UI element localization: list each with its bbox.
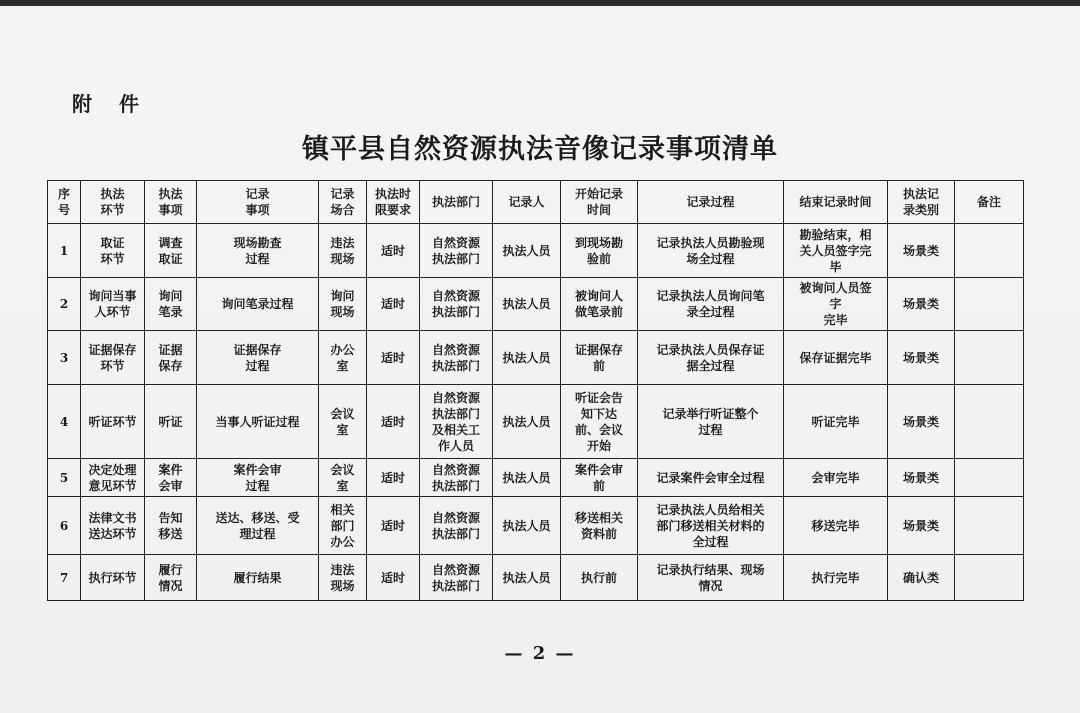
cell-recorder: 执法人员: [493, 224, 561, 278]
cell-recorder: 执法人员: [493, 555, 561, 601]
cell-no: 6: [48, 497, 81, 555]
cell-record-item: 案件会审 过程: [197, 459, 319, 497]
cell-recorder: 执法人员: [493, 278, 561, 331]
cell-dept: 自然资源 执法部门: [420, 459, 493, 497]
table-row: [48, 224, 1024, 278]
cell-start: 案件会审 前: [561, 459, 638, 497]
header-record-item: 记录 事项: [197, 181, 319, 224]
cell-category: 场景类: [888, 385, 955, 459]
header-time-limit: 执法时 限要求: [367, 181, 420, 224]
cell-place: 相关 部门 办公: [319, 497, 367, 555]
cell-item: 证据 保存: [145, 331, 197, 385]
cell-time-limit: 适时: [367, 224, 420, 278]
records-table: [47, 180, 1024, 601]
header-end: 结束记录时间: [784, 181, 888, 224]
cell-no: 1: [48, 224, 81, 278]
cell-note: [955, 278, 1024, 331]
cell-recorder: 执法人员: [493, 385, 561, 459]
cell-note: [955, 497, 1024, 555]
header-place: 记录 场合: [319, 181, 367, 224]
cell-no: 2: [48, 278, 81, 331]
cell-process: 记录执法人员勘验现 场全过程: [638, 224, 784, 278]
cell-record-item: 证据保存 过程: [197, 331, 319, 385]
cell-start: 到现场勘 验前: [561, 224, 638, 278]
table-row: [48, 497, 1024, 555]
cell-time-limit: 适时: [367, 385, 420, 459]
header-start: 开始记录 时间: [561, 181, 638, 224]
cell-time-limit: 适时: [367, 497, 420, 555]
annex-label: 附 件: [72, 92, 149, 116]
cell-end: 执行完毕: [784, 555, 888, 601]
table-row: [48, 331, 1024, 385]
cell-end: 勘验结束，相 关人员签字完 毕: [784, 224, 888, 278]
document-title: 镇平县自然资源执法音像记录事项清单: [302, 134, 778, 165]
cell-place: 会议 室: [319, 385, 367, 459]
cell-note: [955, 331, 1024, 385]
cell-item: 听证: [145, 385, 197, 459]
header-recorder: 记录人: [493, 181, 561, 224]
header-category: 执法记 录类别: [888, 181, 955, 224]
cell-recorder: 执法人员: [493, 459, 561, 497]
cell-process: 记录案件会审全过程: [638, 459, 784, 497]
cell-process: 记录执法人员保存证 据全过程: [638, 331, 784, 385]
header-dept: 执法部门: [420, 181, 493, 224]
cell-stage: 证据保存 环节: [81, 331, 145, 385]
cell-end: 移送完毕: [784, 497, 888, 555]
cell-time-limit: 适时: [367, 278, 420, 331]
cell-category: 场景类: [888, 331, 955, 385]
cell-dept: 自然资源 执法部门: [420, 555, 493, 601]
cell-record-item: 当事人听证过程: [197, 385, 319, 459]
cell-no: 5: [48, 459, 81, 497]
cell-end: 听证完毕: [784, 385, 888, 459]
cell-start: 证据保存 前: [561, 331, 638, 385]
cell-note: [955, 555, 1024, 601]
cell-stage: 法律文书 送达环节: [81, 497, 145, 555]
table-row: [48, 555, 1024, 601]
cell-record-item: 询问笔录过程: [197, 278, 319, 331]
table-row: [48, 385, 1024, 459]
table-row: [48, 278, 1024, 331]
cell-record-item: 履行结果: [197, 555, 319, 601]
header-note: 备注: [955, 181, 1024, 224]
cell-process: 记录举行听证整个 过程: [638, 385, 784, 459]
cell-start: 听证会告 知下达 前、会议 开始: [561, 385, 638, 459]
cell-category: 场景类: [888, 278, 955, 331]
cell-dept: 自然资源 执法部门: [420, 224, 493, 278]
cell-time-limit: 适时: [367, 331, 420, 385]
cell-category: 场景类: [888, 459, 955, 497]
cell-record-item: 现场勘查 过程: [197, 224, 319, 278]
cell-time-limit: 适时: [367, 459, 420, 497]
cell-dept: 自然资源 执法部门: [420, 331, 493, 385]
cell-process: 记录执法人员给相关 部门移送相关材料的 全过程: [638, 497, 784, 555]
cell-end: 保存证据完毕: [784, 331, 888, 385]
cell-dept: 自然资源 执法部门: [420, 497, 493, 555]
page-number: — 2 —: [504, 643, 576, 664]
cell-stage: 执行环节: [81, 555, 145, 601]
header-process: 记录过程: [638, 181, 784, 224]
cell-category: 场景类: [888, 224, 955, 278]
table-row: [48, 459, 1024, 497]
cell-stage: 决定处理 意见环节: [81, 459, 145, 497]
cell-recorder: 执法人员: [493, 331, 561, 385]
cell-no: 7: [48, 555, 81, 601]
cell-item: 调查 取证: [145, 224, 197, 278]
cell-item: 案件 会审: [145, 459, 197, 497]
cell-category: 确认类: [888, 555, 955, 601]
cell-end: 被询问人员签 字 完毕: [784, 278, 888, 331]
cell-place: 办公 室: [319, 331, 367, 385]
cell-place: 违法 现场: [319, 555, 367, 601]
cell-no: 3: [48, 331, 81, 385]
table-header-row: [48, 181, 1024, 224]
cell-place: 违法 现场: [319, 224, 367, 278]
cell-place: 询问 现场: [319, 278, 367, 331]
cell-stage: 取证 环节: [81, 224, 145, 278]
cell-dept: 自然资源 执法部门 及相关工 作人员: [420, 385, 493, 459]
cell-time-limit: 适时: [367, 555, 420, 601]
cell-item: 履行 情况: [145, 555, 197, 601]
cell-stage: 询问当事 人环节: [81, 278, 145, 331]
cell-no: 4: [48, 385, 81, 459]
cell-process: 记录执行结果、现场 情况: [638, 555, 784, 601]
cell-category: 场景类: [888, 497, 955, 555]
cell-item: 告知 移送: [145, 497, 197, 555]
cell-note: [955, 385, 1024, 459]
cell-item: 询问 笔录: [145, 278, 197, 331]
cell-note: [955, 224, 1024, 278]
cell-process: 记录执法人员询问笔 录全过程: [638, 278, 784, 331]
header-stage: 执法 环节: [81, 181, 145, 224]
cell-start: 移送相关 资料前: [561, 497, 638, 555]
cell-end: 会审完毕: [784, 459, 888, 497]
cell-record-item: 送达、移送、受 理过程: [197, 497, 319, 555]
cell-stage: 听证环节: [81, 385, 145, 459]
header-item: 执法 事项: [145, 181, 197, 224]
cell-note: [955, 459, 1024, 497]
header-no: 序 号: [48, 181, 81, 224]
cell-recorder: 执法人员: [493, 497, 561, 555]
cell-place: 会议 室: [319, 459, 367, 497]
cell-start: 执行前: [561, 555, 638, 601]
cell-dept: 自然资源 执法部门: [420, 278, 493, 331]
cell-start: 被询问人 做笔录前: [561, 278, 638, 331]
